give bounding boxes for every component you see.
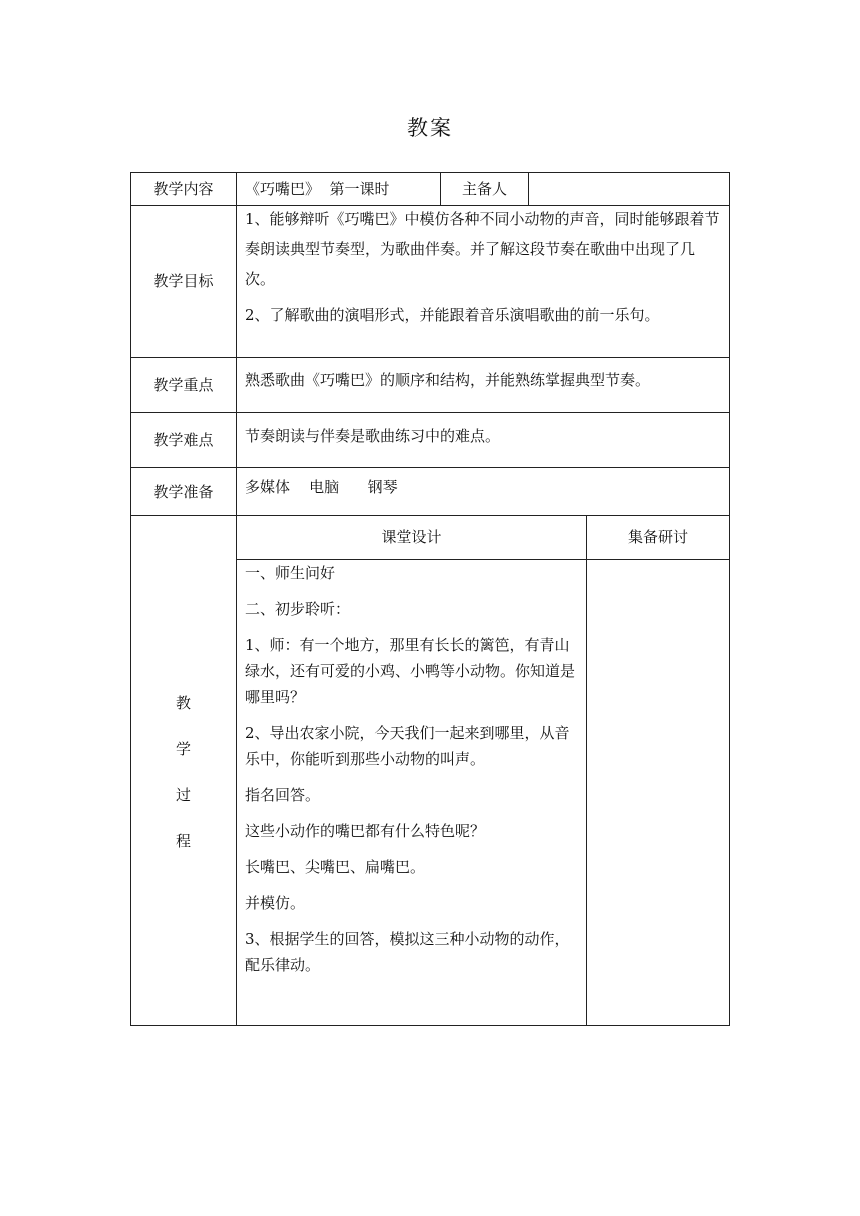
content-value: 《巧嘴巴》 第一课时 (245, 180, 390, 198)
row-divider (130, 515, 730, 516)
row-divider (130, 412, 730, 413)
process-label-char: 学 (175, 740, 191, 758)
preparation-value: 多媒体 电脑 钢琴 (245, 478, 398, 496)
page-title: 教案 (407, 116, 453, 140)
step-item: 一、师生问好 (245, 564, 336, 582)
table-border-bottom (130, 1025, 730, 1026)
step-item: 并模仿。 (245, 894, 306, 912)
table-border-right (729, 172, 730, 1026)
process-label-char: 过 (175, 786, 191, 804)
row-divider (130, 357, 730, 358)
process-label-char: 程 (175, 832, 191, 850)
process-label (131, 690, 236, 874)
step-item: 2、导出农家小院，今天我们一起来到哪里，从音乐中，你能听到那些小动物的叫声。 (245, 724, 570, 768)
row-divider (130, 467, 730, 468)
objective-item: 1、能够辩听《巧嘴巴》中模仿各种不同小动物的声音，同时能够跟着节奏朗读典型节奏型，为歌曲伴奏。并了解这段节奏在歌曲中出现了几次。 (245, 210, 720, 288)
step-item: 这些小动作的嘴巴都有什么特色呢？ (245, 822, 486, 840)
content-label: 教学内容 (153, 180, 214, 198)
step-item: 3、根据学生的回答，模拟这三种小动物的动作，配乐律动。 (245, 930, 570, 974)
preparer-label: 主备人 (461, 180, 507, 198)
research-header: 集备研讨 (627, 528, 688, 546)
design-steps (237, 560, 586, 988)
process-label-char: 教 (175, 694, 191, 712)
difficulties-label: 教学难点 (153, 431, 214, 449)
objectives-content (237, 204, 729, 338)
preparation-label: 教学准备 (153, 483, 214, 501)
difficulties-value: 节奏朗读与伴奏是歌曲练习中的难点。 (245, 427, 501, 445)
column-divider (586, 515, 587, 1026)
design-header: 课堂设计 (381, 528, 442, 546)
table-border-left (130, 172, 131, 1026)
key-points-value: 熟悉歌曲《巧嘴巴》的顺序和结构，并能熟练掌握典型节奏。 (245, 371, 651, 389)
column-divider (528, 172, 529, 206)
table-border-top (130, 172, 730, 173)
step-item: 长嘴巴、尖嘴巴、扁嘴巴。 (245, 858, 426, 876)
step-item: 二、初步聆听： (245, 600, 351, 618)
objectives-label: 教学目标 (153, 272, 214, 290)
step-item: 指名回答。 (245, 786, 321, 804)
objective-item: 2、了解歌曲的演唱形式，并能跟着音乐演唱歌曲的前一乐句。 (245, 306, 660, 324)
key-points-label: 教学重点 (153, 376, 214, 394)
step-item: 1、师：有一个地方，那里有长长的篱笆，有青山绿水，还有可爱的小鸡、小鸭等小动物。你知道是哪里吗？ (245, 636, 576, 706)
